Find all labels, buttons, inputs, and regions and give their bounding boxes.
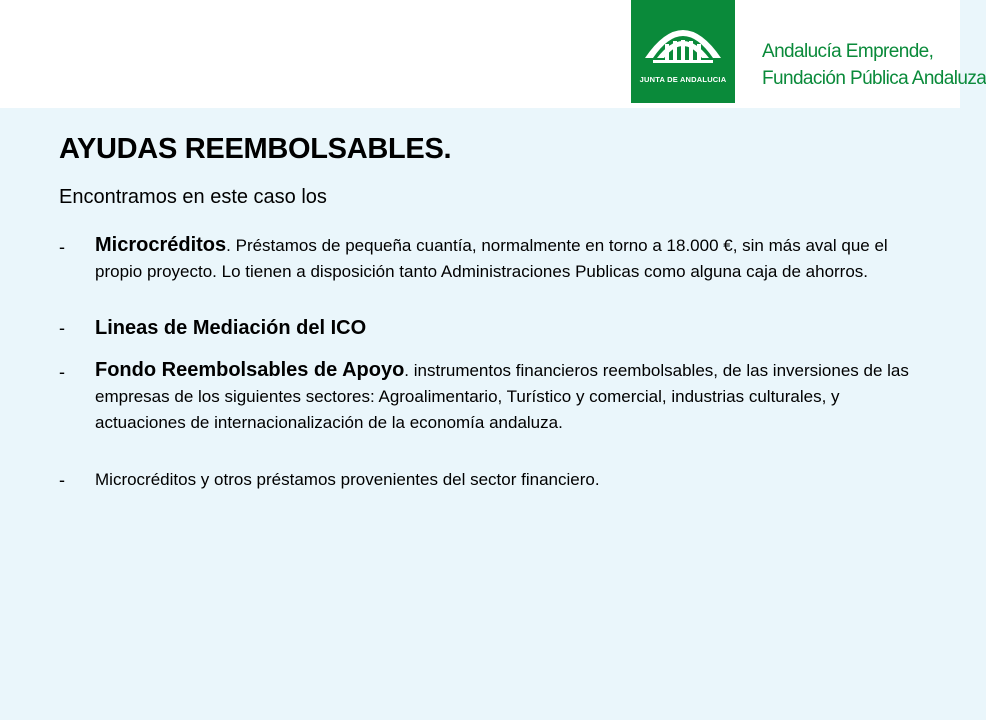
logo-caption: JUNTA DE ANDALUCIA (639, 75, 727, 84)
brand-line-1: Andalucía Emprende, (762, 41, 934, 62)
bullet-text: . Préstamos de pequeña cuantía, normalmente en torno a 18.000 €, sin más aval que el propio proyecto. Lo tienen a disposición tanto Administraciones Publicas como alguna caja de ahorros. (95, 236, 888, 281)
bullet-sector-financiero (59, 467, 909, 493)
bullet-dash: - (59, 318, 65, 338)
bullet-microcreditos (59, 232, 909, 285)
bullet-text: . instrumentos financieros reembolsables, de las inversiones de las empresas de los siguientes sectores: Agroalimentario, Turístico y comercial, industrias culturales, y actuaciones de internacionalización de la economía andaluza. (95, 361, 909, 432)
bullet-text: Microcréditos y otros préstamos provenientes del sector financiero. (95, 470, 600, 489)
bullet-lead: Microcréditos (95, 234, 227, 256)
bullet-fondo (59, 357, 909, 436)
intro-text: Encontramos en este caso los (59, 186, 327, 208)
brand-name (762, 38, 986, 92)
junta-de-andalucia-logo (631, 0, 735, 103)
page-title: AYUDAS REEMBOLSABLES. (59, 133, 452, 165)
bullet-dash: - (59, 470, 65, 490)
bullet-dash: - (59, 237, 65, 257)
header-bar (0, 0, 986, 108)
bullet-dash: - (59, 362, 65, 382)
bullet-lead: Fondo Reembolsables de Apoyo (95, 359, 405, 381)
arch-emblem-icon (631, 0, 735, 103)
bullet-lead: Lineas de Mediación del ICO (95, 317, 367, 339)
brand-line-2: Fundación Pública Andaluza (762, 68, 986, 89)
bullet-list (59, 232, 909, 493)
bullet-ico (59, 315, 909, 341)
